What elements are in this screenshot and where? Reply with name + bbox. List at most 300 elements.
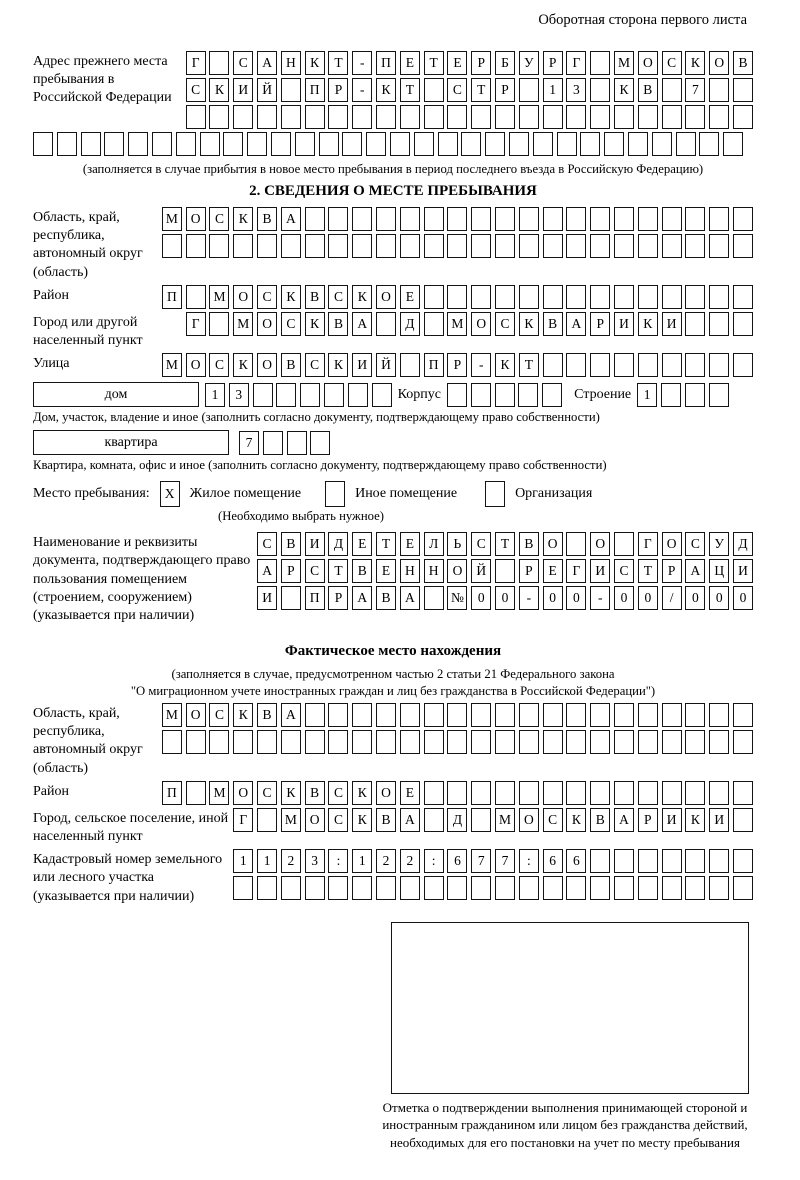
char-cell[interactable]: Д — [400, 312, 420, 336]
checkbox-residential[interactable]: X — [160, 481, 180, 507]
char-cell[interactable]: М — [495, 808, 515, 832]
char-cell[interactable] — [209, 234, 229, 258]
char-cell[interactable]: В — [352, 559, 372, 583]
char-cell[interactable] — [685, 312, 705, 336]
char-cell[interactable] — [376, 730, 396, 754]
char-cell[interactable]: О — [233, 781, 253, 805]
char-cell[interactable] — [209, 51, 229, 75]
char-cell[interactable] — [662, 78, 682, 102]
char-cell[interactable] — [662, 207, 682, 231]
char-cell[interactable]: В — [590, 808, 610, 832]
char-cell[interactable] — [685, 703, 705, 727]
char-cell[interactable]: 2 — [376, 849, 396, 873]
char-cell[interactable] — [566, 353, 586, 377]
char-cell[interactable] — [281, 586, 301, 610]
char-cell[interactable]: 0 — [566, 586, 586, 610]
char-cell[interactable]: К — [281, 781, 301, 805]
char-cell[interactable] — [733, 876, 753, 900]
char-cell[interactable] — [366, 132, 386, 156]
char-cell[interactable]: 1 — [205, 383, 225, 407]
char-cell[interactable] — [495, 285, 515, 309]
char-cell[interactable]: О — [305, 808, 325, 832]
char-cell[interactable]: С — [471, 532, 491, 556]
char-cell[interactable]: П — [305, 78, 325, 102]
char-cell[interactable]: П — [376, 51, 396, 75]
char-cell[interactable]: С — [233, 51, 253, 75]
char-cell[interactable] — [400, 234, 420, 258]
char-cell[interactable] — [376, 105, 396, 129]
char-cell[interactable] — [57, 132, 77, 156]
char-cell[interactable]: О — [662, 532, 682, 556]
char-cell[interactable] — [348, 383, 368, 407]
char-cell[interactable] — [257, 234, 277, 258]
char-cell[interactable] — [471, 703, 491, 727]
char-cell[interactable] — [519, 234, 539, 258]
char-cell[interactable] — [257, 808, 277, 832]
char-cell[interactable] — [328, 730, 348, 754]
char-cell[interactable] — [652, 132, 672, 156]
char-cell[interactable]: У — [519, 51, 539, 75]
char-cell[interactable] — [305, 876, 325, 900]
char-cell[interactable] — [733, 849, 753, 873]
char-cell[interactable] — [495, 876, 515, 900]
char-cell[interactable] — [328, 105, 348, 129]
char-cell[interactable]: И — [733, 559, 753, 583]
char-cell[interactable] — [685, 105, 705, 129]
char-cell[interactable]: В — [376, 586, 396, 610]
char-cell[interactable] — [638, 703, 658, 727]
char-cell[interactable] — [186, 781, 206, 805]
char-cell[interactable] — [733, 730, 753, 754]
char-cell[interactable] — [614, 703, 634, 727]
char-cell[interactable] — [614, 876, 634, 900]
char-cell[interactable] — [662, 703, 682, 727]
char-cell[interactable]: И — [352, 353, 372, 377]
char-cell[interactable] — [519, 876, 539, 900]
char-cell[interactable] — [699, 132, 719, 156]
char-cell[interactable] — [685, 876, 705, 900]
char-cell[interactable]: С — [614, 559, 634, 583]
char-cell[interactable] — [662, 234, 682, 258]
char-cell[interactable]: Ц — [709, 559, 729, 583]
char-cell[interactable] — [447, 703, 467, 727]
char-cell[interactable] — [305, 730, 325, 754]
char-cell[interactable] — [495, 207, 515, 231]
char-cell[interactable]: С — [257, 781, 277, 805]
char-cell[interactable]: И — [709, 808, 729, 832]
char-cell[interactable] — [81, 132, 101, 156]
char-cell[interactable] — [281, 876, 301, 900]
char-cell[interactable] — [709, 312, 729, 336]
char-cell[interactable] — [424, 234, 444, 258]
char-cell[interactable] — [638, 876, 658, 900]
char-cell[interactable]: А — [281, 207, 301, 231]
char-cell[interactable]: Е — [400, 51, 420, 75]
char-cell[interactable]: - — [519, 586, 539, 610]
char-cell[interactable] — [186, 285, 206, 309]
char-cell[interactable] — [638, 105, 658, 129]
char-cell[interactable] — [400, 207, 420, 231]
char-cell[interactable] — [424, 586, 444, 610]
char-cell[interactable]: Г — [186, 51, 206, 75]
char-cell[interactable]: С — [305, 559, 325, 583]
char-cell[interactable] — [414, 132, 434, 156]
char-cell[interactable] — [352, 703, 372, 727]
char-cell[interactable]: В — [638, 78, 658, 102]
char-cell[interactable] — [566, 730, 586, 754]
char-cell[interactable]: В — [257, 703, 277, 727]
char-cell[interactable] — [733, 808, 753, 832]
char-cell[interactable]: О — [186, 703, 206, 727]
char-cell[interactable] — [566, 105, 586, 129]
char-cell[interactable] — [233, 105, 253, 129]
char-cell[interactable] — [709, 876, 729, 900]
char-cell[interactable] — [518, 383, 538, 407]
char-cell[interactable] — [257, 876, 277, 900]
char-cell[interactable] — [471, 207, 491, 231]
char-cell[interactable]: М — [209, 285, 229, 309]
char-cell[interactable] — [305, 207, 325, 231]
char-cell[interactable]: М — [209, 781, 229, 805]
char-cell[interactable] — [328, 234, 348, 258]
char-cell[interactable] — [342, 132, 362, 156]
char-cell[interactable]: В — [376, 808, 396, 832]
char-cell[interactable]: Й — [471, 559, 491, 583]
char-cell[interactable]: С — [495, 312, 515, 336]
char-cell[interactable] — [590, 78, 610, 102]
char-cell[interactable] — [519, 285, 539, 309]
char-cell[interactable]: С — [662, 51, 682, 75]
char-cell[interactable]: С — [447, 78, 467, 102]
char-cell[interactable] — [471, 781, 491, 805]
char-cell[interactable]: В — [733, 51, 753, 75]
char-cell[interactable]: Н — [281, 51, 301, 75]
char-cell[interactable] — [733, 285, 753, 309]
char-cell[interactable] — [209, 105, 229, 129]
char-cell[interactable]: П — [162, 285, 182, 309]
char-cell[interactable] — [709, 781, 729, 805]
char-cell[interactable]: - — [590, 586, 610, 610]
char-cell[interactable] — [662, 876, 682, 900]
char-cell[interactable] — [400, 353, 420, 377]
char-cell[interactable]: Т — [328, 51, 348, 75]
char-cell[interactable] — [471, 730, 491, 754]
char-cell[interactable] — [614, 730, 634, 754]
char-cell[interactable]: Р — [328, 78, 348, 102]
char-cell[interactable] — [233, 730, 253, 754]
char-cell[interactable] — [495, 781, 515, 805]
char-cell[interactable]: / — [662, 586, 682, 610]
char-cell[interactable] — [424, 312, 444, 336]
char-cell[interactable] — [352, 876, 372, 900]
char-cell[interactable]: Е — [400, 532, 420, 556]
char-cell[interactable] — [447, 383, 467, 407]
char-cell[interactable]: К — [281, 285, 301, 309]
char-cell[interactable]: 1 — [233, 849, 253, 873]
char-cell[interactable]: П — [162, 781, 182, 805]
char-cell[interactable]: 0 — [733, 586, 753, 610]
char-cell[interactable] — [447, 105, 467, 129]
char-cell[interactable]: М — [233, 312, 253, 336]
char-cell[interactable]: Н — [400, 559, 420, 583]
char-cell[interactable] — [628, 132, 648, 156]
char-cell[interactable]: 0 — [543, 586, 563, 610]
char-cell[interactable] — [733, 312, 753, 336]
char-cell[interactable]: К — [519, 312, 539, 336]
char-cell[interactable]: 2 — [281, 849, 301, 873]
char-cell[interactable]: А — [400, 808, 420, 832]
char-cell[interactable]: С — [209, 353, 229, 377]
char-cell[interactable] — [590, 234, 610, 258]
char-cell[interactable] — [590, 285, 610, 309]
char-cell[interactable]: Г — [566, 51, 586, 75]
char-cell[interactable]: О — [543, 532, 563, 556]
char-cell[interactable] — [543, 703, 563, 727]
char-cell[interactable] — [495, 730, 515, 754]
char-cell[interactable] — [276, 383, 296, 407]
char-cell[interactable]: В — [281, 532, 301, 556]
char-cell[interactable]: М — [162, 703, 182, 727]
char-cell[interactable] — [566, 876, 586, 900]
char-cell[interactable] — [662, 781, 682, 805]
char-cell[interactable] — [685, 234, 705, 258]
char-cell[interactable]: И — [590, 559, 610, 583]
char-cell[interactable]: С — [209, 703, 229, 727]
char-cell[interactable] — [662, 849, 682, 873]
char-cell[interactable]: - — [352, 78, 372, 102]
char-cell[interactable]: А — [352, 586, 372, 610]
char-cell[interactable]: Й — [376, 353, 396, 377]
char-cell[interactable] — [733, 207, 753, 231]
char-cell[interactable] — [209, 312, 229, 336]
char-cell[interactable] — [247, 132, 267, 156]
char-cell[interactable] — [281, 78, 301, 102]
char-cell[interactable] — [614, 207, 634, 231]
char-cell[interactable] — [176, 132, 196, 156]
char-cell[interactable]: В — [257, 207, 277, 231]
char-cell[interactable] — [424, 207, 444, 231]
char-cell[interactable] — [685, 730, 705, 754]
char-cell[interactable]: Н — [424, 559, 444, 583]
char-cell[interactable] — [590, 876, 610, 900]
char-cell[interactable]: В — [281, 353, 301, 377]
char-cell[interactable] — [471, 383, 491, 407]
char-cell[interactable] — [186, 730, 206, 754]
char-cell[interactable] — [733, 353, 753, 377]
char-cell[interactable] — [519, 207, 539, 231]
char-cell[interactable]: 1 — [352, 849, 372, 873]
char-cell[interactable] — [685, 383, 705, 407]
char-cell[interactable] — [33, 132, 53, 156]
char-cell[interactable] — [461, 132, 481, 156]
char-cell[interactable]: 6 — [447, 849, 467, 873]
char-cell[interactable]: 1 — [543, 78, 563, 102]
checkbox-organization[interactable] — [485, 481, 505, 507]
char-cell[interactable] — [519, 730, 539, 754]
house-type-box[interactable]: дом — [33, 382, 199, 407]
char-cell[interactable] — [733, 105, 753, 129]
char-cell[interactable]: Р — [328, 586, 348, 610]
char-cell[interactable] — [400, 703, 420, 727]
char-cell[interactable] — [281, 105, 301, 129]
char-cell[interactable]: С — [685, 532, 705, 556]
char-cell[interactable]: 0 — [709, 586, 729, 610]
char-cell[interactable] — [709, 78, 729, 102]
apartment-type-box[interactable]: квартира — [33, 430, 229, 455]
char-cell[interactable] — [614, 234, 634, 258]
char-cell[interactable]: : — [328, 849, 348, 873]
char-cell[interactable] — [162, 234, 182, 258]
char-cell[interactable] — [424, 703, 444, 727]
char-cell[interactable]: 1 — [637, 383, 657, 407]
char-cell[interactable] — [638, 849, 658, 873]
char-cell[interactable] — [566, 234, 586, 258]
char-cell[interactable]: Т — [471, 78, 491, 102]
char-cell[interactable]: М — [162, 353, 182, 377]
char-cell[interactable]: Е — [400, 781, 420, 805]
char-cell[interactable] — [352, 207, 372, 231]
char-cell[interactable] — [495, 383, 515, 407]
char-cell[interactable] — [542, 383, 562, 407]
char-cell[interactable] — [662, 285, 682, 309]
char-cell[interactable] — [543, 207, 563, 231]
char-cell[interactable] — [271, 132, 291, 156]
char-cell[interactable] — [328, 703, 348, 727]
char-cell[interactable]: О — [471, 312, 491, 336]
char-cell[interactable]: К — [352, 808, 372, 832]
char-cell[interactable]: Г — [233, 808, 253, 832]
char-cell[interactable] — [447, 285, 467, 309]
char-cell[interactable] — [376, 876, 396, 900]
char-cell[interactable]: И — [662, 808, 682, 832]
char-cell[interactable]: Д — [733, 532, 753, 556]
char-cell[interactable] — [614, 353, 634, 377]
char-cell[interactable]: К — [614, 78, 634, 102]
char-cell[interactable] — [447, 730, 467, 754]
char-cell[interactable] — [614, 849, 634, 873]
char-cell[interactable]: К — [638, 312, 658, 336]
char-cell[interactable]: С — [543, 808, 563, 832]
char-cell[interactable] — [438, 132, 458, 156]
char-cell[interactable] — [200, 132, 220, 156]
char-cell[interactable] — [233, 234, 253, 258]
char-cell[interactable] — [162, 730, 182, 754]
char-cell[interactable]: 3 — [566, 78, 586, 102]
char-cell[interactable]: : — [424, 849, 444, 873]
char-cell[interactable]: В — [328, 312, 348, 336]
char-cell[interactable] — [376, 234, 396, 258]
char-cell[interactable] — [495, 559, 515, 583]
char-cell[interactable]: Д — [328, 532, 348, 556]
char-cell[interactable]: 0 — [614, 586, 634, 610]
char-cell[interactable]: П — [424, 353, 444, 377]
char-cell[interactable]: Р — [543, 51, 563, 75]
char-cell[interactable] — [638, 781, 658, 805]
char-cell[interactable] — [709, 730, 729, 754]
char-cell[interactable] — [519, 703, 539, 727]
char-cell[interactable]: 6 — [543, 849, 563, 873]
char-cell[interactable] — [566, 703, 586, 727]
char-cell[interactable] — [471, 234, 491, 258]
char-cell[interactable] — [471, 876, 491, 900]
char-cell[interactable] — [519, 78, 539, 102]
char-cell[interactable]: К — [495, 353, 515, 377]
char-cell[interactable]: О — [186, 353, 206, 377]
char-cell[interactable] — [557, 132, 577, 156]
char-cell[interactable] — [723, 132, 743, 156]
checkbox-other-premises[interactable] — [325, 481, 345, 507]
char-cell[interactable] — [685, 781, 705, 805]
char-cell[interactable]: Й — [257, 78, 277, 102]
char-cell[interactable] — [352, 234, 372, 258]
char-cell[interactable] — [424, 285, 444, 309]
char-cell[interactable]: И — [305, 532, 325, 556]
char-cell[interactable] — [495, 105, 515, 129]
char-cell[interactable] — [590, 703, 610, 727]
char-cell[interactable] — [376, 207, 396, 231]
char-cell[interactable] — [128, 132, 148, 156]
char-cell[interactable] — [543, 353, 563, 377]
char-cell[interactable] — [533, 132, 553, 156]
char-cell[interactable]: В — [305, 781, 325, 805]
char-cell[interactable] — [661, 383, 681, 407]
char-cell[interactable] — [376, 703, 396, 727]
char-cell[interactable]: О — [257, 353, 277, 377]
char-cell[interactable]: К — [685, 808, 705, 832]
char-cell[interactable] — [543, 285, 563, 309]
char-cell[interactable]: С — [209, 207, 229, 231]
char-cell[interactable]: К — [233, 703, 253, 727]
char-cell[interactable]: Е — [447, 51, 467, 75]
char-cell[interactable] — [709, 285, 729, 309]
char-cell[interactable] — [152, 132, 172, 156]
char-cell[interactable] — [324, 383, 344, 407]
char-cell[interactable]: Г — [638, 532, 658, 556]
char-cell[interactable] — [709, 849, 729, 873]
char-cell[interactable] — [614, 781, 634, 805]
char-cell[interactable] — [685, 353, 705, 377]
char-cell[interactable]: И — [233, 78, 253, 102]
char-cell[interactable]: Ь — [447, 532, 467, 556]
char-cell[interactable] — [400, 876, 420, 900]
char-cell[interactable] — [590, 51, 610, 75]
char-cell[interactable] — [352, 730, 372, 754]
char-cell[interactable] — [424, 808, 444, 832]
char-cell[interactable]: 7 — [495, 849, 515, 873]
char-cell[interactable] — [614, 105, 634, 129]
char-cell[interactable] — [223, 132, 243, 156]
char-cell[interactable]: О — [447, 559, 467, 583]
char-cell[interactable]: 7 — [471, 849, 491, 873]
char-cell[interactable]: М — [162, 207, 182, 231]
char-cell[interactable]: С — [328, 285, 348, 309]
char-cell[interactable] — [509, 132, 529, 156]
char-cell[interactable] — [447, 781, 467, 805]
char-cell[interactable]: К — [352, 781, 372, 805]
char-cell[interactable] — [257, 730, 277, 754]
char-cell[interactable] — [566, 532, 586, 556]
char-cell[interactable]: И — [257, 586, 277, 610]
char-cell[interactable]: С — [281, 312, 301, 336]
char-cell[interactable]: 3 — [305, 849, 325, 873]
char-cell[interactable] — [253, 383, 273, 407]
char-cell[interactable] — [447, 234, 467, 258]
char-cell[interactable] — [519, 781, 539, 805]
char-cell[interactable] — [543, 876, 563, 900]
char-cell[interactable]: Е — [543, 559, 563, 583]
char-cell[interactable] — [590, 730, 610, 754]
char-cell[interactable]: О — [638, 51, 658, 75]
